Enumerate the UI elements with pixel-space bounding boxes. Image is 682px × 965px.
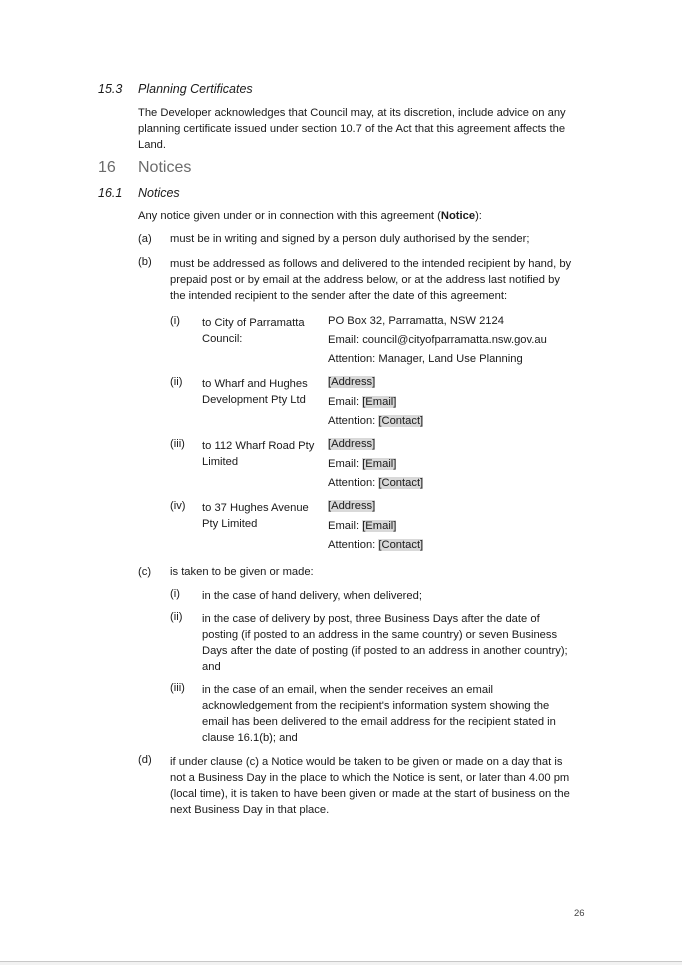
recipient-name-line: to City of Parramatta [202,317,305,329]
paragraph-line: posting (if posted to an address in the same country) or seven Business [202,629,558,641]
item-label-c: (c) [138,566,152,578]
clause-number-16-1: 16.1 [98,186,123,200]
clause-heading-notices: Notices [138,186,180,200]
recipient-name-line: Limited [202,456,239,468]
recipient-address: [Address] [328,438,376,450]
attention-prefix: Attention: [328,353,379,365]
clause-number-15-3: 15.3 [98,82,123,96]
attention-prefix: Attention: [328,539,379,551]
recipient-name-line: Council: [202,333,243,345]
recipient-attention [328,415,423,427]
email-value: [Email] [362,520,397,532]
paragraph-line: and [202,661,221,673]
item-c-text: is taken to be given or made: [170,566,314,578]
attention-value: [Contact] [378,415,424,427]
intro-prefix: Any notice given under or in connection with this agreement ( [138,210,441,222]
paragraph-line: not a Business Day in the place to which the Notice is sent, or later than 4.00 pm [170,772,570,784]
paragraph-line: next Business Day in that place. [170,804,330,816]
item-label-d: (d) [138,754,152,766]
paragraph-line: must be addressed as follows and delivered to the intended recipient by hand, by [170,258,572,270]
paragraph-line: Land. [138,139,166,151]
recipient-attention [328,353,523,365]
paragraph-line: in the case of delivery by post, three Business Days after the date of [202,613,540,625]
paragraph-line: prepaid post or by email at the address below, or at the address last notified by [170,274,560,286]
sub-item-label: (ii) [170,611,183,623]
sub-item-text [202,588,422,604]
paragraph-line: clause 16.1(b); and [202,732,298,744]
recipient-label: (iii) [170,438,185,450]
sub-item-text [202,611,568,675]
recipient-attention [328,539,423,551]
sub-item-label: (iii) [170,682,185,694]
paragraph-line: The Developer acknowledges that Council may, at its discretion, include advice on any [138,107,566,119]
sub-item-text [202,682,556,746]
paragraph-line: the intended recipient to the sender after the date of this agreement: [170,290,508,302]
email-prefix: Email: [328,458,363,470]
notice-intro [138,210,482,222]
paragraph-line: (local time), it is taken to have been given or made at the start of business on the [170,788,570,800]
item-a-text: must be in writing and signed by a person duly authorised by the sender; [170,233,530,245]
recipient-label: (ii) [170,376,183,388]
recipient-email [328,520,396,532]
recipient-email [328,396,396,408]
attention-value: [Contact] [378,477,424,489]
recipient-label: (i) [170,315,180,327]
section-heading-notices: Notices [138,159,192,176]
recipient-name [202,315,305,347]
item-label-a: (a) [138,233,152,245]
clause-heading-planning-certificates: Planning Certificates [138,82,253,96]
email-prefix: Email: [328,396,363,408]
email-prefix: Email: [328,520,363,532]
intro-suffix: ): [475,210,482,222]
defined-term-notice: Notice [440,210,476,222]
item-b-text [170,256,571,304]
recipient-name [202,500,309,532]
item-d-text [170,754,570,818]
recipient-attention [328,477,423,489]
paragraph-line: in the case of an email, when the sender receives an email [202,684,494,696]
recipient-email [328,458,396,470]
email-prefix: Email: [328,334,363,346]
attention-value: [Contact] [378,539,424,551]
sub-item-label: (i) [170,588,180,600]
paragraph-line: planning certificate issued under section 10.7 of the Act that this agreement affects the [138,123,566,135]
recipient-address: [Address] [328,376,376,388]
recipient-name-line: to Wharf and Hughes [202,378,308,390]
paragraph-line: if under clause (c) a Notice would be taken to be given or made on a day that is [170,756,563,768]
recipient-name-line: to 112 Wharf Road Pty [202,440,315,452]
email-value: [Email] [362,396,397,408]
recipient-name [202,376,308,408]
recipient-name [202,438,314,470]
recipient-address: PO Box 32, Parramatta, NSW 2124 [328,315,504,327]
recipient-label: (iv) [170,500,186,512]
planning-certificates-paragraph [138,105,566,153]
recipient-name-line: Pty Limited [202,518,258,530]
paragraph-line: email has been delivered to the email address for the recipient stated in [202,716,556,728]
email-value: council@cityofparramatta.nsw.gov.au [362,334,547,346]
page-number: 26 [574,908,585,919]
attention-prefix: Attention: [328,477,379,489]
paragraph-line: acknowledgement from the recipient's information system showing the [202,700,550,712]
recipient-name-line: to 37 Hughes Avenue [202,502,309,514]
paragraph-line: Days after the date of posting (if posted to an address in another country); [202,645,568,657]
paragraph-line: in the case of hand delivery, when delivered; [202,590,422,602]
attention-prefix: Attention: [328,415,379,427]
attention-value: Manager, Land Use Planning [378,353,523,365]
recipient-name-line: Development Pty Ltd [202,394,306,406]
email-value: [Email] [362,458,397,470]
item-label-b: (b) [138,256,152,268]
section-number-16: 16 [98,159,116,176]
recipient-email [328,334,547,346]
recipient-address: [Address] [328,500,376,512]
